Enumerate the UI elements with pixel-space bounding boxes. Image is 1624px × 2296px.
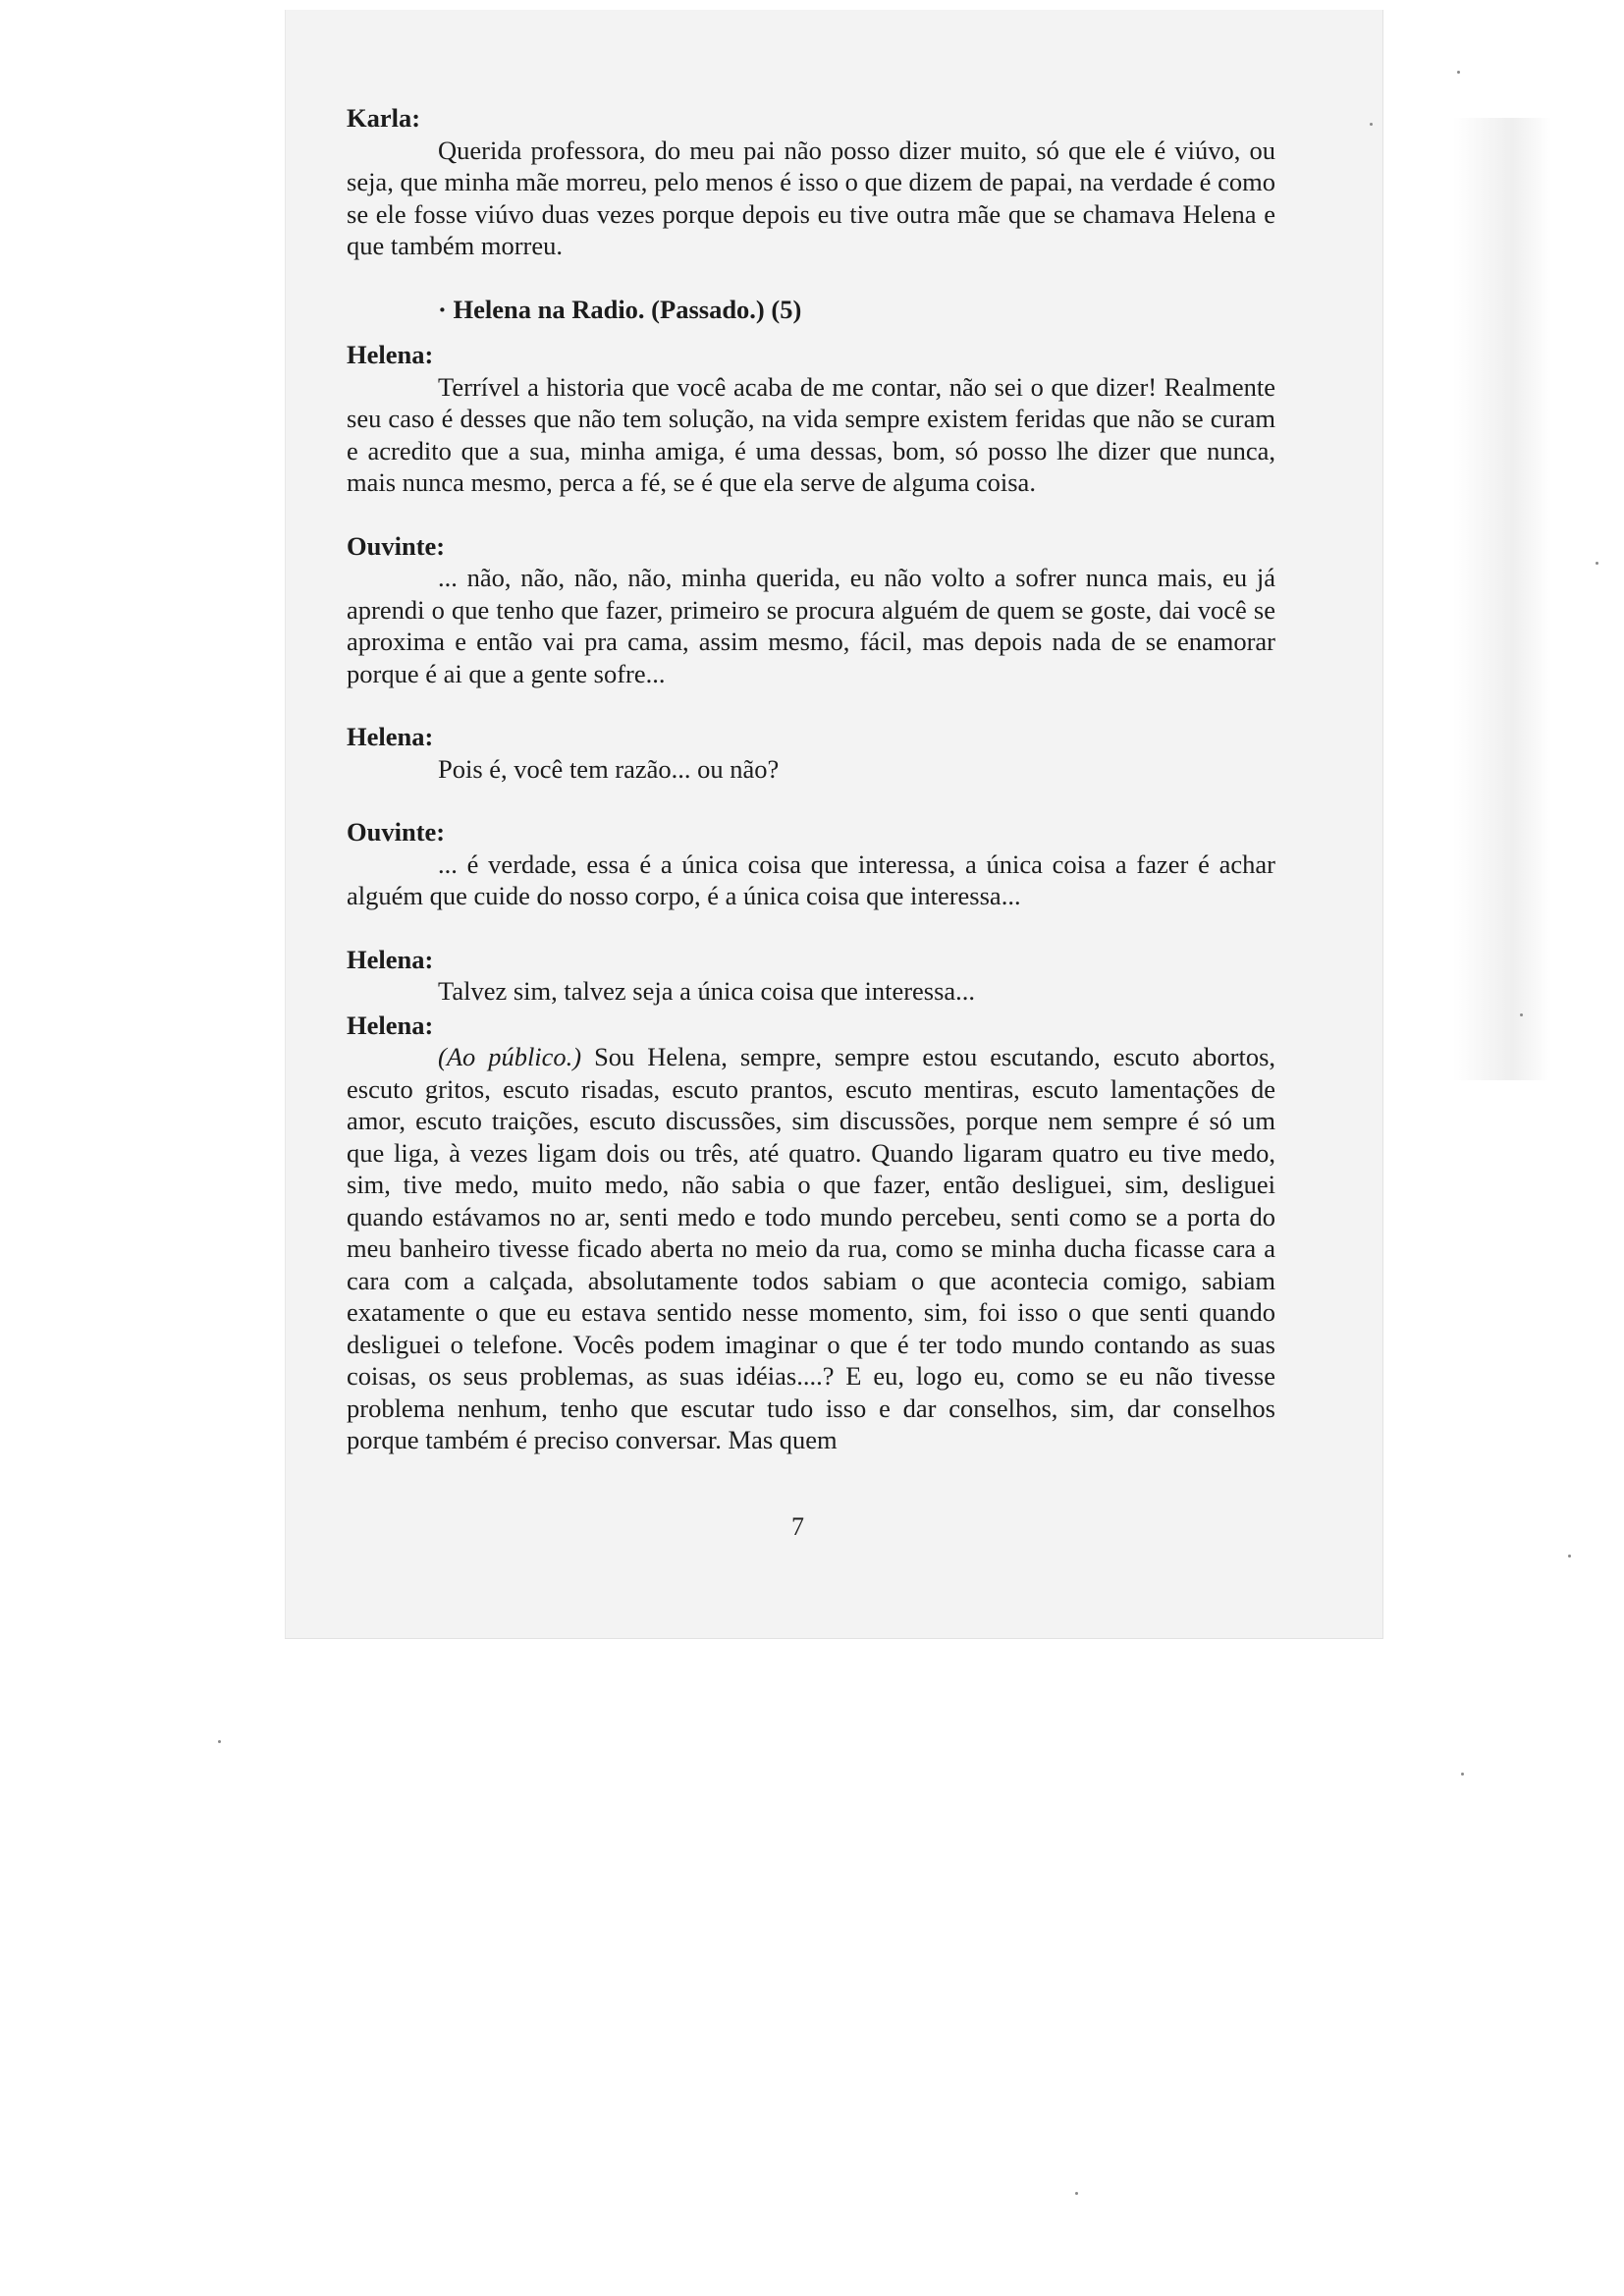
- dialogue-block: [347, 102, 1275, 262]
- dialogue-line: [347, 1041, 1275, 1456]
- stage-direction: (Ao público.): [438, 1042, 582, 1071]
- scan-speck: [1075, 2192, 1078, 2195]
- dialogue-block: [347, 721, 1275, 785]
- dialogue-block: [347, 816, 1275, 912]
- dialogue-block: [347, 1010, 1275, 1456]
- scan-speck: [1596, 562, 1598, 565]
- scan-speck: [1370, 123, 1373, 126]
- page-number: 7: [791, 1512, 804, 1541]
- scene-heading-text: Helena na Radio. (Passado.) (5): [453, 294, 802, 324]
- dialogue-line: Talvez sim, talvez seja a única coisa que interessa...: [438, 976, 976, 1006]
- speaker-name: Helena:: [347, 340, 434, 369]
- scene-heading: · Helena na Radio. (Passado.) (5): [438, 294, 802, 324]
- dialogue-line: ... é verdade, essa é a única coisa que interessa, a única coisa a fazer é achar alguém que cuide do nosso corpo, é a única coisa que interessa...: [347, 848, 1275, 910]
- dialogue-line: Pois é, você tem razão... ou não?: [438, 753, 780, 784]
- scan-speck: [1457, 71, 1460, 74]
- bleed-through-shadow: [1453, 118, 1551, 1080]
- dialogue-block: [347, 944, 1275, 1008]
- dialogue-line: ... não, não, não, não, minha querida, eu não volto a sofrer nunca mais, eu já aprendi o que tenho que fazer, primeiro se procura alguém de quem se goste, dai você se aproxima e então vai pra cama, assim mesmo, fácil, mas depois nada de se enamorar porque é ai que a gente sofre...: [347, 563, 1275, 688]
- scan-speck: [1520, 1013, 1523, 1016]
- scan-speck: [1568, 1555, 1571, 1558]
- scan-speck: [1461, 1773, 1464, 1776]
- speaker-name: Helena:: [347, 1010, 434, 1040]
- speaker-name: Ouvinte:: [347, 817, 446, 847]
- dialogue-line: Terrível a historia que você acaba de me contar, não sei o que dizer! Realmente seu caso é desses que não tem solução, na vida sempre existem feridas que não se curam e acredito que a sua, minha amiga, é uma dessas, bom, só posso lhe dizer que nunca, mais nunca mesmo, perca a fé, se é que ela serve de alguma coisa.: [347, 371, 1275, 497]
- speaker-name: Ouvinte:: [347, 530, 446, 561]
- scan-speck: [218, 1740, 221, 1743]
- dialogue-text: Sou Helena, sempre, sempre estou escutando, escuto abortos, escuto gritos, escuto risadas, escuto prantos, escuto mentiras, escuto lamentações de amor, escuto traições, escuto discussões, sim discussões, porque nem sempre é só um que liga, à vezes ligam dois ou três, até quatro. Quando ligaram quatro eu tive medo, sim, tive medo, muito medo, não sabia o que fazer, então desliguei, sim, desliguei quando estávamos no ar, senti medo e todo mundo percebeu, senti como se a porta do meu banheiro tivesse ficado aberta no meio da rua, como se minha ducha ficasse cara a cara com a calçada, absolutamente todos sabiam o que acontecia comigo, sabiam exatamente o que eu estava sentido nesse momento, sim, foi isso o que senti quando desliguei o telefone. Vocês podem imaginar o que é ter todo mundo contando as suas coisas, os seus problemas, as suas idéias....? E eu, logo eu, como se eu não tivesse problema nenhum, tenho que escutar tudo isso e dar conselhos, sim, dar conselhos porque também é preciso conversar. Mas quem: [347, 1042, 1276, 1454]
- speaker-name: Helena:: [347, 944, 434, 974]
- dialogue-block: [347, 530, 1275, 690]
- dialogue-line: Querida professora, do meu pai não posso dizer muito, só que ele é viúvo, ou seja, que minha mãe morreu, pelo menos é isso o que dizem de papai, na verdade é como se ele fosse viúvo duas vezes porque depois eu tive outra mãe que se chamava Helena e que também morreu.: [347, 135, 1275, 260]
- speaker-name: Karla:: [347, 103, 421, 133]
- script-text: [347, 102, 1275, 1488]
- dialogue-block: [347, 339, 1275, 499]
- speaker-name: Helena:: [347, 722, 434, 751]
